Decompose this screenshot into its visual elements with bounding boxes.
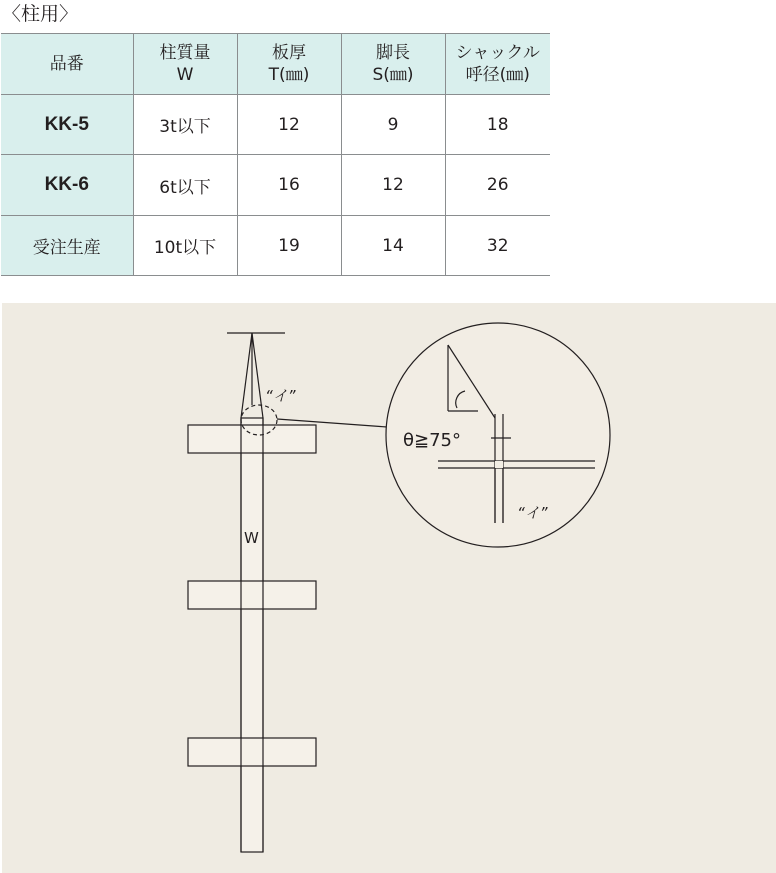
- cell-thickness: 12: [237, 95, 341, 155]
- cell-mass: 3t以下: [133, 95, 237, 155]
- table-header-row: [1, 34, 550, 95]
- cell-mass: 10t以下: [133, 216, 237, 276]
- lifting-piece-middle: [188, 581, 316, 609]
- cell-shackle: 18: [445, 95, 550, 155]
- header-plate-thickness: 板厚 T(㎜): [237, 34, 341, 95]
- cell-code: 受注生産: [1, 216, 133, 276]
- cell-thickness: 19: [237, 216, 341, 276]
- lifting-piece-bottom: [188, 738, 316, 766]
- column-diagram-panel: [2, 303, 776, 873]
- cell-mass: 6t以下: [133, 155, 237, 216]
- cell-shackle: 26: [445, 155, 550, 216]
- cell-leg: 9: [341, 95, 445, 155]
- detail-label-circle: “イ”: [517, 504, 548, 522]
- detail-label-main: “イ”: [265, 387, 296, 405]
- detail-junction: [495, 461, 503, 468]
- column-label: W: [244, 529, 259, 547]
- lifting-piece-top: [188, 425, 316, 453]
- section-caption: 〈柱用〉: [2, 3, 79, 25]
- header-product-code: 品番: [1, 34, 133, 95]
- angle-label: θ≧75°: [403, 430, 461, 451]
- lug-edge-left: [241, 333, 252, 418]
- table-row: [1, 155, 550, 216]
- table-row: [1, 95, 550, 155]
- column-diagram: [2, 303, 776, 873]
- cell-code: KK-5: [1, 95, 133, 155]
- cell-shackle: 32: [445, 216, 550, 276]
- header-leg-length: 脚長 S(㎜): [341, 34, 445, 95]
- header-column-mass: 柱質量 W: [133, 34, 237, 95]
- header-shackle-size: シャックル 呼径(㎜): [445, 34, 550, 95]
- cell-leg: 14: [341, 216, 445, 276]
- cell-leg: 12: [341, 155, 445, 216]
- table-row: [1, 216, 550, 276]
- cell-thickness: 16: [237, 155, 341, 216]
- cell-code: KK-6: [1, 155, 133, 216]
- spec-table: [1, 33, 550, 276]
- column-body: [241, 418, 263, 852]
